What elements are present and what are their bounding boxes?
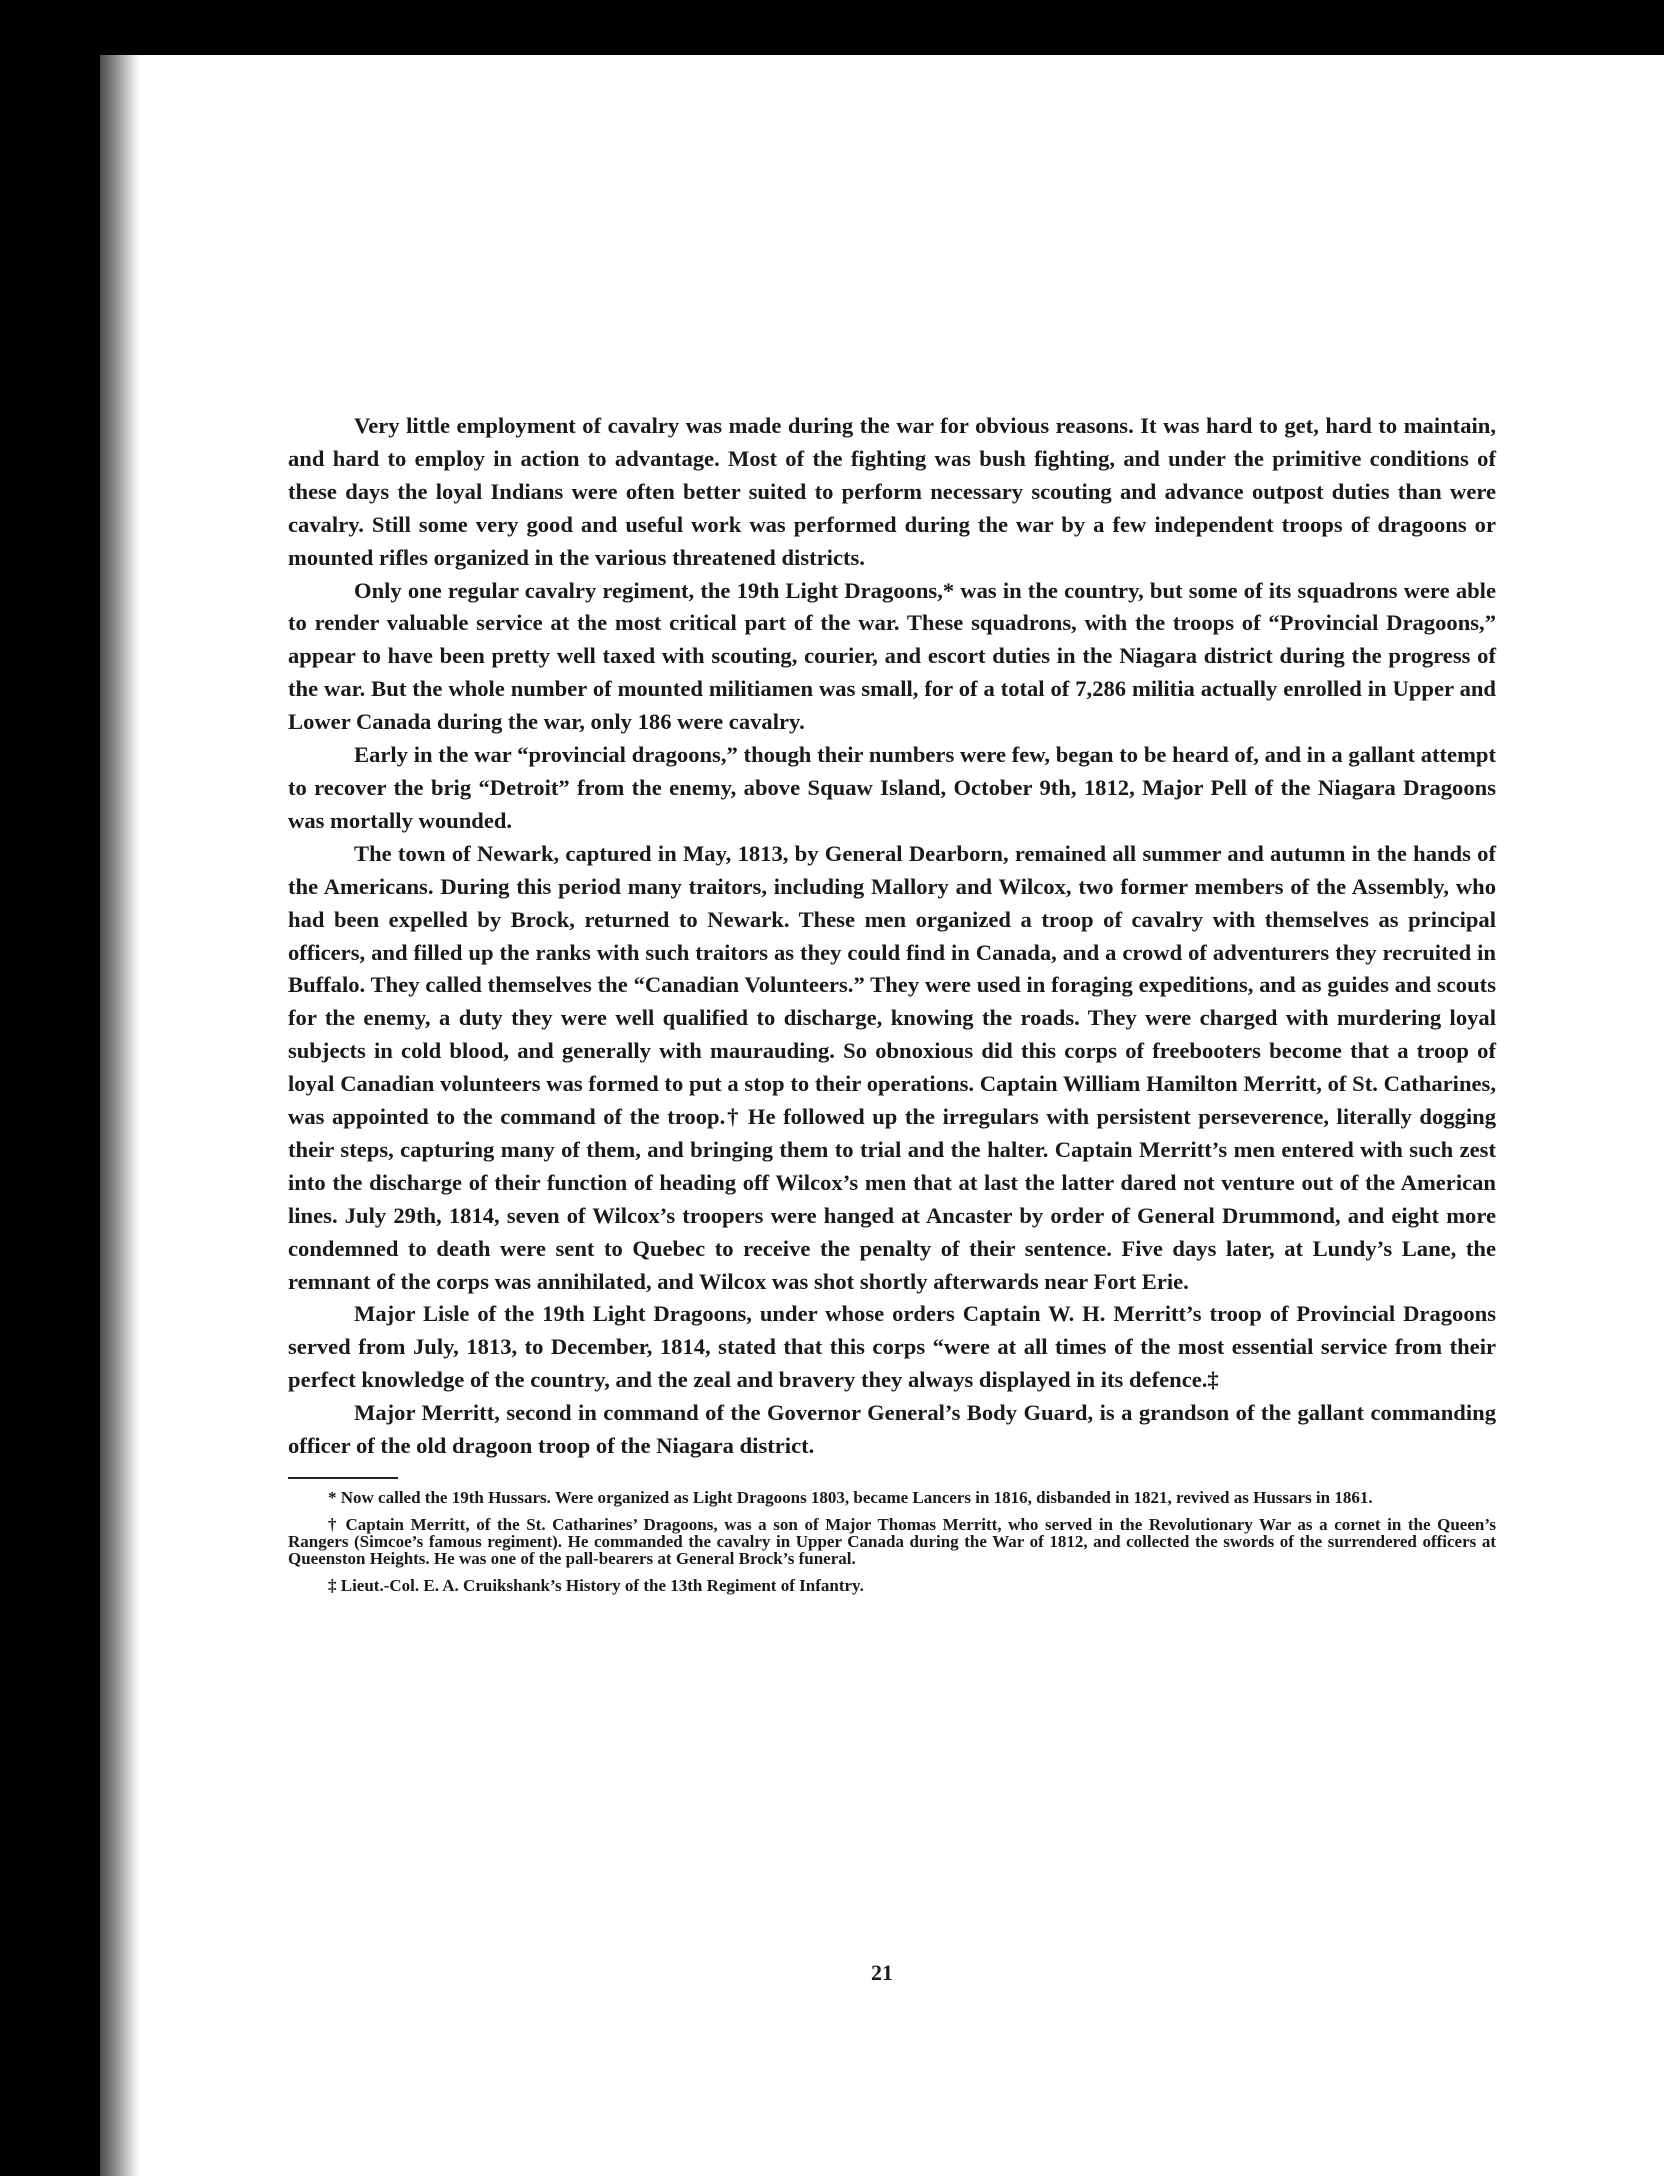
page-number: 21: [871, 1960, 893, 1985]
paragraph-19th-light-dragoons: Only one regular cavalry regiment, the 19th Light Dragoons,* was in the country, but some of its squadrons were able to render valuable service at the most critical part of the war. These squadrons, with the troops of “Provincial Dragoons,” appear to have been pretty well taxed with scouting, courier, and escort duties in the Niagara district during the progress of the war. But the whole number of mounted militiamen was small, for of a total of 7,286 militia actually enrolled in Upper and Lower Canada during the war, only 186 were cavalry.: [288, 577, 1496, 735]
paragraph-cavalry-employment: Very little employment of cavalry was made during the war for obvious reasons. It was hard to get, hard to maintain, and hard to employ in action to advantage. Most of the fighting was bush fighting, and under the primitive conditions of these days the loyal Indians were often better suited to perform necessary scouting and advance outpost duties than were cavalry. Still some very good and useful work was performed during the war by a few independent troops of dragoons or mounted rifles organized in the various threatened districts.: [288, 413, 1496, 570]
footnote-asterisk: * Now called the 19th Hussars. Were organized as Light Dragoons 1803, became Lancers in 1816, disbanded in 1821, revived as Hussars in 1861.: [328, 1488, 1373, 1507]
body-text: [288, 410, 1496, 1604]
paragraph-provincial-dragoons: Early in the war “provincial dragoons,” though their numbers were few, began to be heard of, and in a gallant attempt to recover the brig “Detroit” from the enemy, above Squaw Island, October 9th, 1812, Major Pell of the Niagara Dragoons was mortally wounded.: [288, 742, 1496, 833]
footnote-double-dagger: ‡ Lieut.-Col. E. A. Cruikshank’s History of the 13th Regiment of Infantry.: [328, 1576, 864, 1595]
footnote-dagger: † Captain Merritt, of the St. Catharines’ Dragoons, was a son of Major Thomas Merritt, who served in the Revolutionary War as a cornet in the Queen’s Rangers (Simcoe’s famous regiment). He commanded the cavalry in Upper Canada during the War of 1812, and collected the swords of the surrendered officers at Queenston Heights. He was one of the pall-bearers at General Brock’s funeral.: [288, 1515, 1496, 1568]
paragraph-town-of-newark: The town of Newark, captured in May, 1813, by General Dearborn, remained all summer and autumn in the hands of the Americans. During this period many traitors, including Mallory and Wilcox, two former members of the Assembly, who had been expelled by Brock, returned to Newark. These men organized a troop of cavalry with themselves as principal officers, and filled up the ranks with such traitors as they could find in Canada, and a crowd of adventurers they recruited in Buffalo. They called themselves the “Canadian Volunteers.” They were used in foraging expeditions, and as guides and scouts for the enemy, a duty they were well qualified to discharge, knowing the roads. They were charged with murdering loyal subjects in cold blood, and generally with maurauding. So obnoxious did this corps of freebooters become that a troop of loyal Canadian volunteers was formed to put a stop to their operations. Captain William Hamilton Merritt, of St. Catharines, was appointed to the command of the troop.† He followed up the irregulars with persistent perseverence, literally dogging their steps, capturing many of them, and bringing them to trial and the halter. Captain Merritt’s men entered with such zest into the discharge of their function of heading off Wilcox’s men that at last the latter dared not venture out of the American lines. July 29th, 1814, seven of Wilcox’s troopers were hanged at Ancaster by order of General Drummond, and eight more condemned to death were sent to Quebec to receive the penalty of their sentence. Five days later, at Lundy’s Lane, the remnant of the corps was annihilated, and Wilcox was shot shortly afterwards near Fort Erie.: [288, 840, 1496, 1294]
book-page: [100, 55, 1664, 2176]
paragraph-major-lisle: Major Lisle of the 19th Light Dragoons, under whose orders Captain W. H. Merritt’s troop of Provincial Dragoons served from July, 1813, to December, 1814, stated that this corps “were at all times of the most essential service from their perfect knowledge of the country, and the zeal and bravery they always displayed in its defence.‡: [288, 1301, 1496, 1393]
binding-shadow: [100, 55, 140, 2176]
footnote-divider: [288, 1477, 398, 1479]
paragraph-major-merritt: Major Merritt, second in command of the Governor General’s Body Guard, is a grandson of the gallant commanding officer of the old dragoon troop of the Niagara district.: [288, 1400, 1496, 1459]
